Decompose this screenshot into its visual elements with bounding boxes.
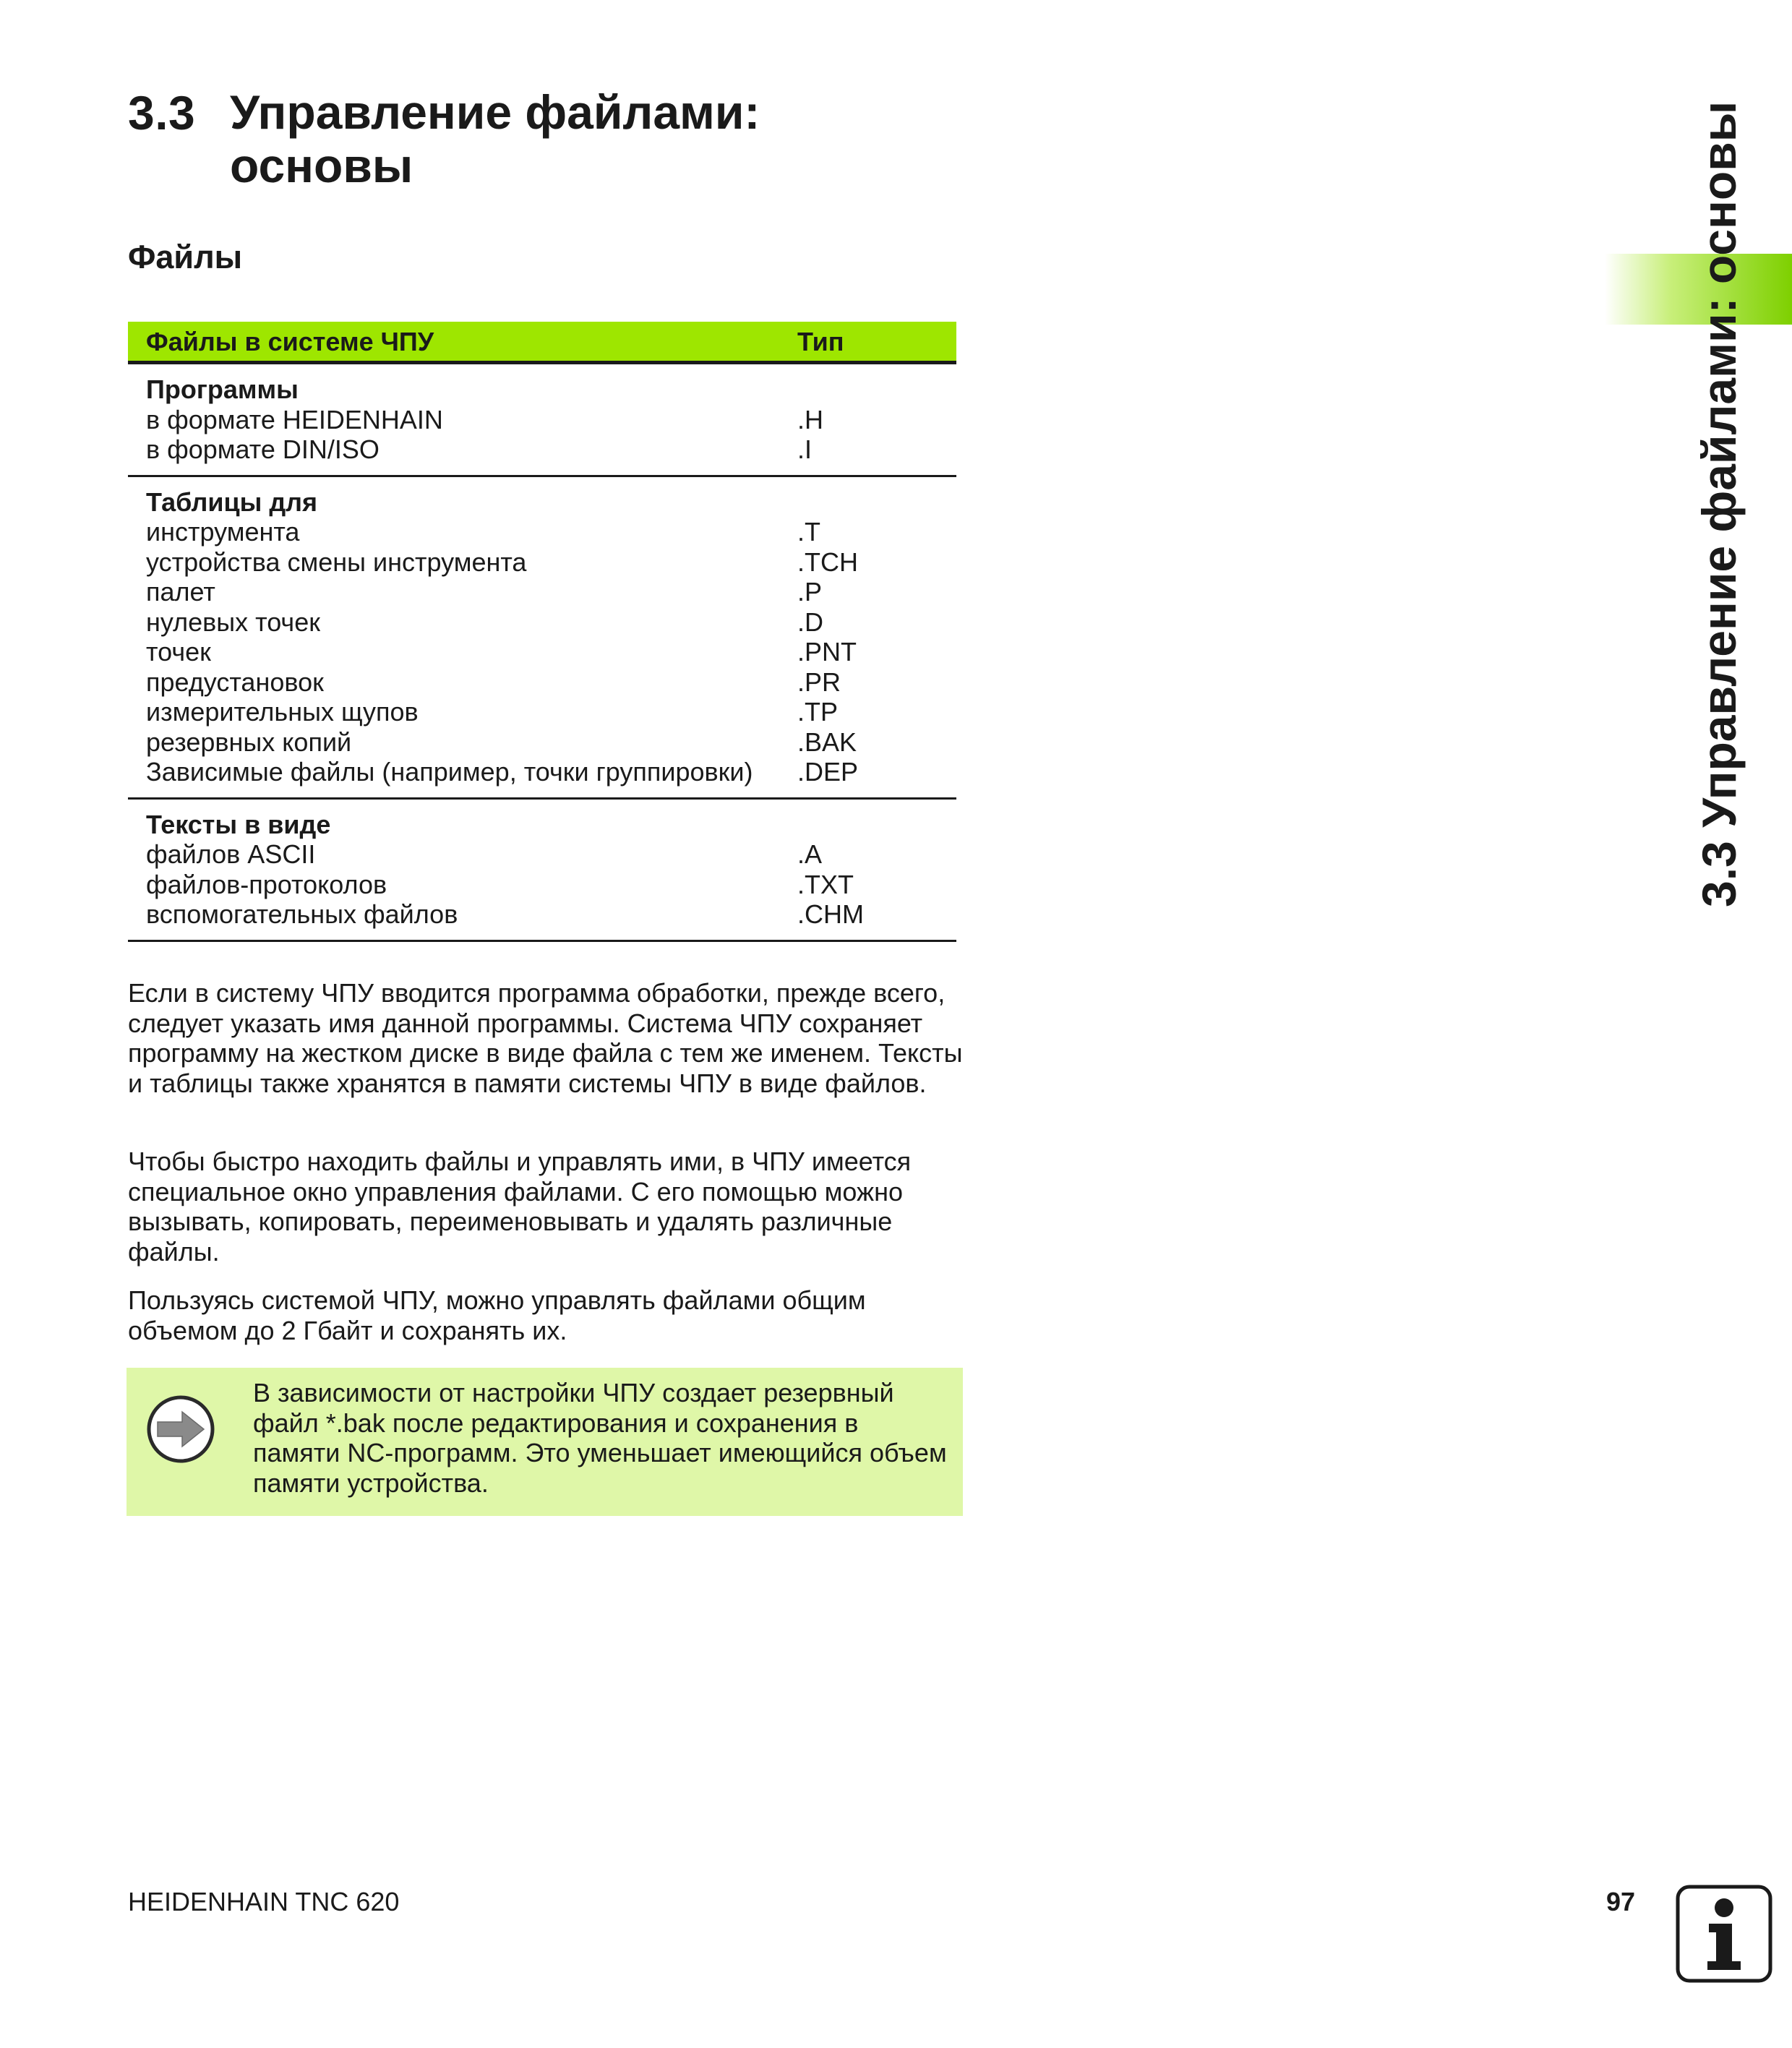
paragraph-file-manager: Чтобы быстро находить файлы и управлять ими, в ЧПУ имеется специальное окно управления файлами. С его помощью можно вызывать, копировать, переименовывать и удалять различные файлы.	[128, 1147, 912, 1267]
row-label: в формате HEIDENHAIN	[146, 404, 443, 434]
table-row	[128, 607, 956, 638]
row-ext: .CHM	[797, 899, 864, 929]
row-label: резервных копий	[146, 727, 352, 757]
row-ext: .I	[797, 434, 813, 464]
row-ext: .BAK	[797, 727, 857, 757]
note-text: В зависимости от настройки ЧПУ создает резервный файл *.bak после редактирования и сохранения в памяти NC-программ. Это уменьшает имеющийся объем памяти устройства.	[253, 1378, 947, 1498]
row-ext: .TXT	[797, 869, 854, 899]
row-ext: .PNT	[797, 637, 857, 667]
table-row	[128, 637, 956, 667]
paragraph-intro: Если в систему ЧПУ вводится программа обработки, прежде всего, следует указать имя данной программы. Система ЧПУ сохраняет программу на жестком диске в виде файла с тем же именем. Тексты и таблицы также хранятся в памяти системы ЧПУ в виде файлов.	[128, 978, 963, 1098]
row-label: палет	[146, 577, 215, 607]
row-ext: .DEP	[797, 757, 859, 787]
table-header-type: Тип	[797, 322, 956, 363]
group-title: Таблицы для	[146, 487, 318, 517]
table-row	[128, 757, 956, 798]
table-row	[128, 839, 956, 870]
row-label: нулевых точек	[146, 607, 320, 637]
row-ext: .TP	[797, 697, 839, 727]
row-label: файлов-протоколов	[146, 869, 387, 899]
table-row	[128, 577, 956, 607]
note-box	[127, 1368, 963, 1516]
table-row	[128, 727, 956, 758]
page-number: 97	[1606, 1887, 1636, 1916]
group-title: Тексты в виде	[146, 809, 331, 839]
paragraph-capacity: Пользуясь системой ЧПУ, можно управлять файлами общим объемом до 2 Гбайт и сохранять их.	[128, 1285, 866, 1345]
table-group-texts	[128, 798, 956, 941]
table-row	[128, 547, 956, 578]
table-row	[128, 517, 956, 547]
table-row	[128, 697, 956, 727]
footer-product: HEIDENHAIN TNC 620	[128, 1887, 400, 1916]
row-label: файлов ASCII	[146, 839, 316, 869]
row-ext: .T	[797, 517, 820, 547]
subheading-files: Файлы	[128, 239, 243, 275]
table-row	[128, 434, 956, 476]
info-icon	[1676, 1885, 1772, 1983]
row-label: инструмента	[146, 517, 300, 547]
table-group-programs	[128, 363, 956, 476]
table-header-files: Файлы в системе ЧПУ	[128, 322, 797, 363]
row-ext: .A	[797, 839, 823, 869]
table-header-row	[128, 322, 956, 363]
table-row	[128, 870, 956, 900]
file-types-table	[128, 322, 956, 942]
table-row	[128, 667, 956, 698]
row-ext: .P	[797, 577, 823, 607]
table-row	[128, 405, 956, 435]
row-label: вспомогательных файлов	[146, 899, 458, 929]
row-ext: .PR	[797, 667, 841, 697]
row-ext: .H	[797, 404, 823, 434]
row-ext: .TCH	[797, 547, 858, 577]
row-ext: .D	[797, 607, 823, 637]
row-label: точек	[146, 637, 211, 667]
table-group-tables	[128, 476, 956, 798]
table-row	[128, 476, 956, 517]
section-number: 3.3	[128, 86, 196, 140]
side-chapter-title: 3.3 Управление файлами: основы	[1692, 100, 1746, 907]
row-label: измерительных щупов	[146, 697, 419, 727]
page-title: Управление файлами: основы	[230, 85, 760, 192]
table-row	[128, 363, 956, 405]
arrow-right-icon	[145, 1393, 217, 1465]
group-title: Программы	[146, 374, 299, 404]
row-label: предустановок	[146, 667, 324, 697]
row-label: Зависимые файлы (например, точки группировки)	[146, 757, 753, 787]
row-label: устройства смены инструмента	[146, 547, 527, 577]
row-label: в формате DIN/ISO	[146, 434, 380, 464]
table-row	[128, 899, 956, 941]
table-row	[128, 798, 956, 839]
